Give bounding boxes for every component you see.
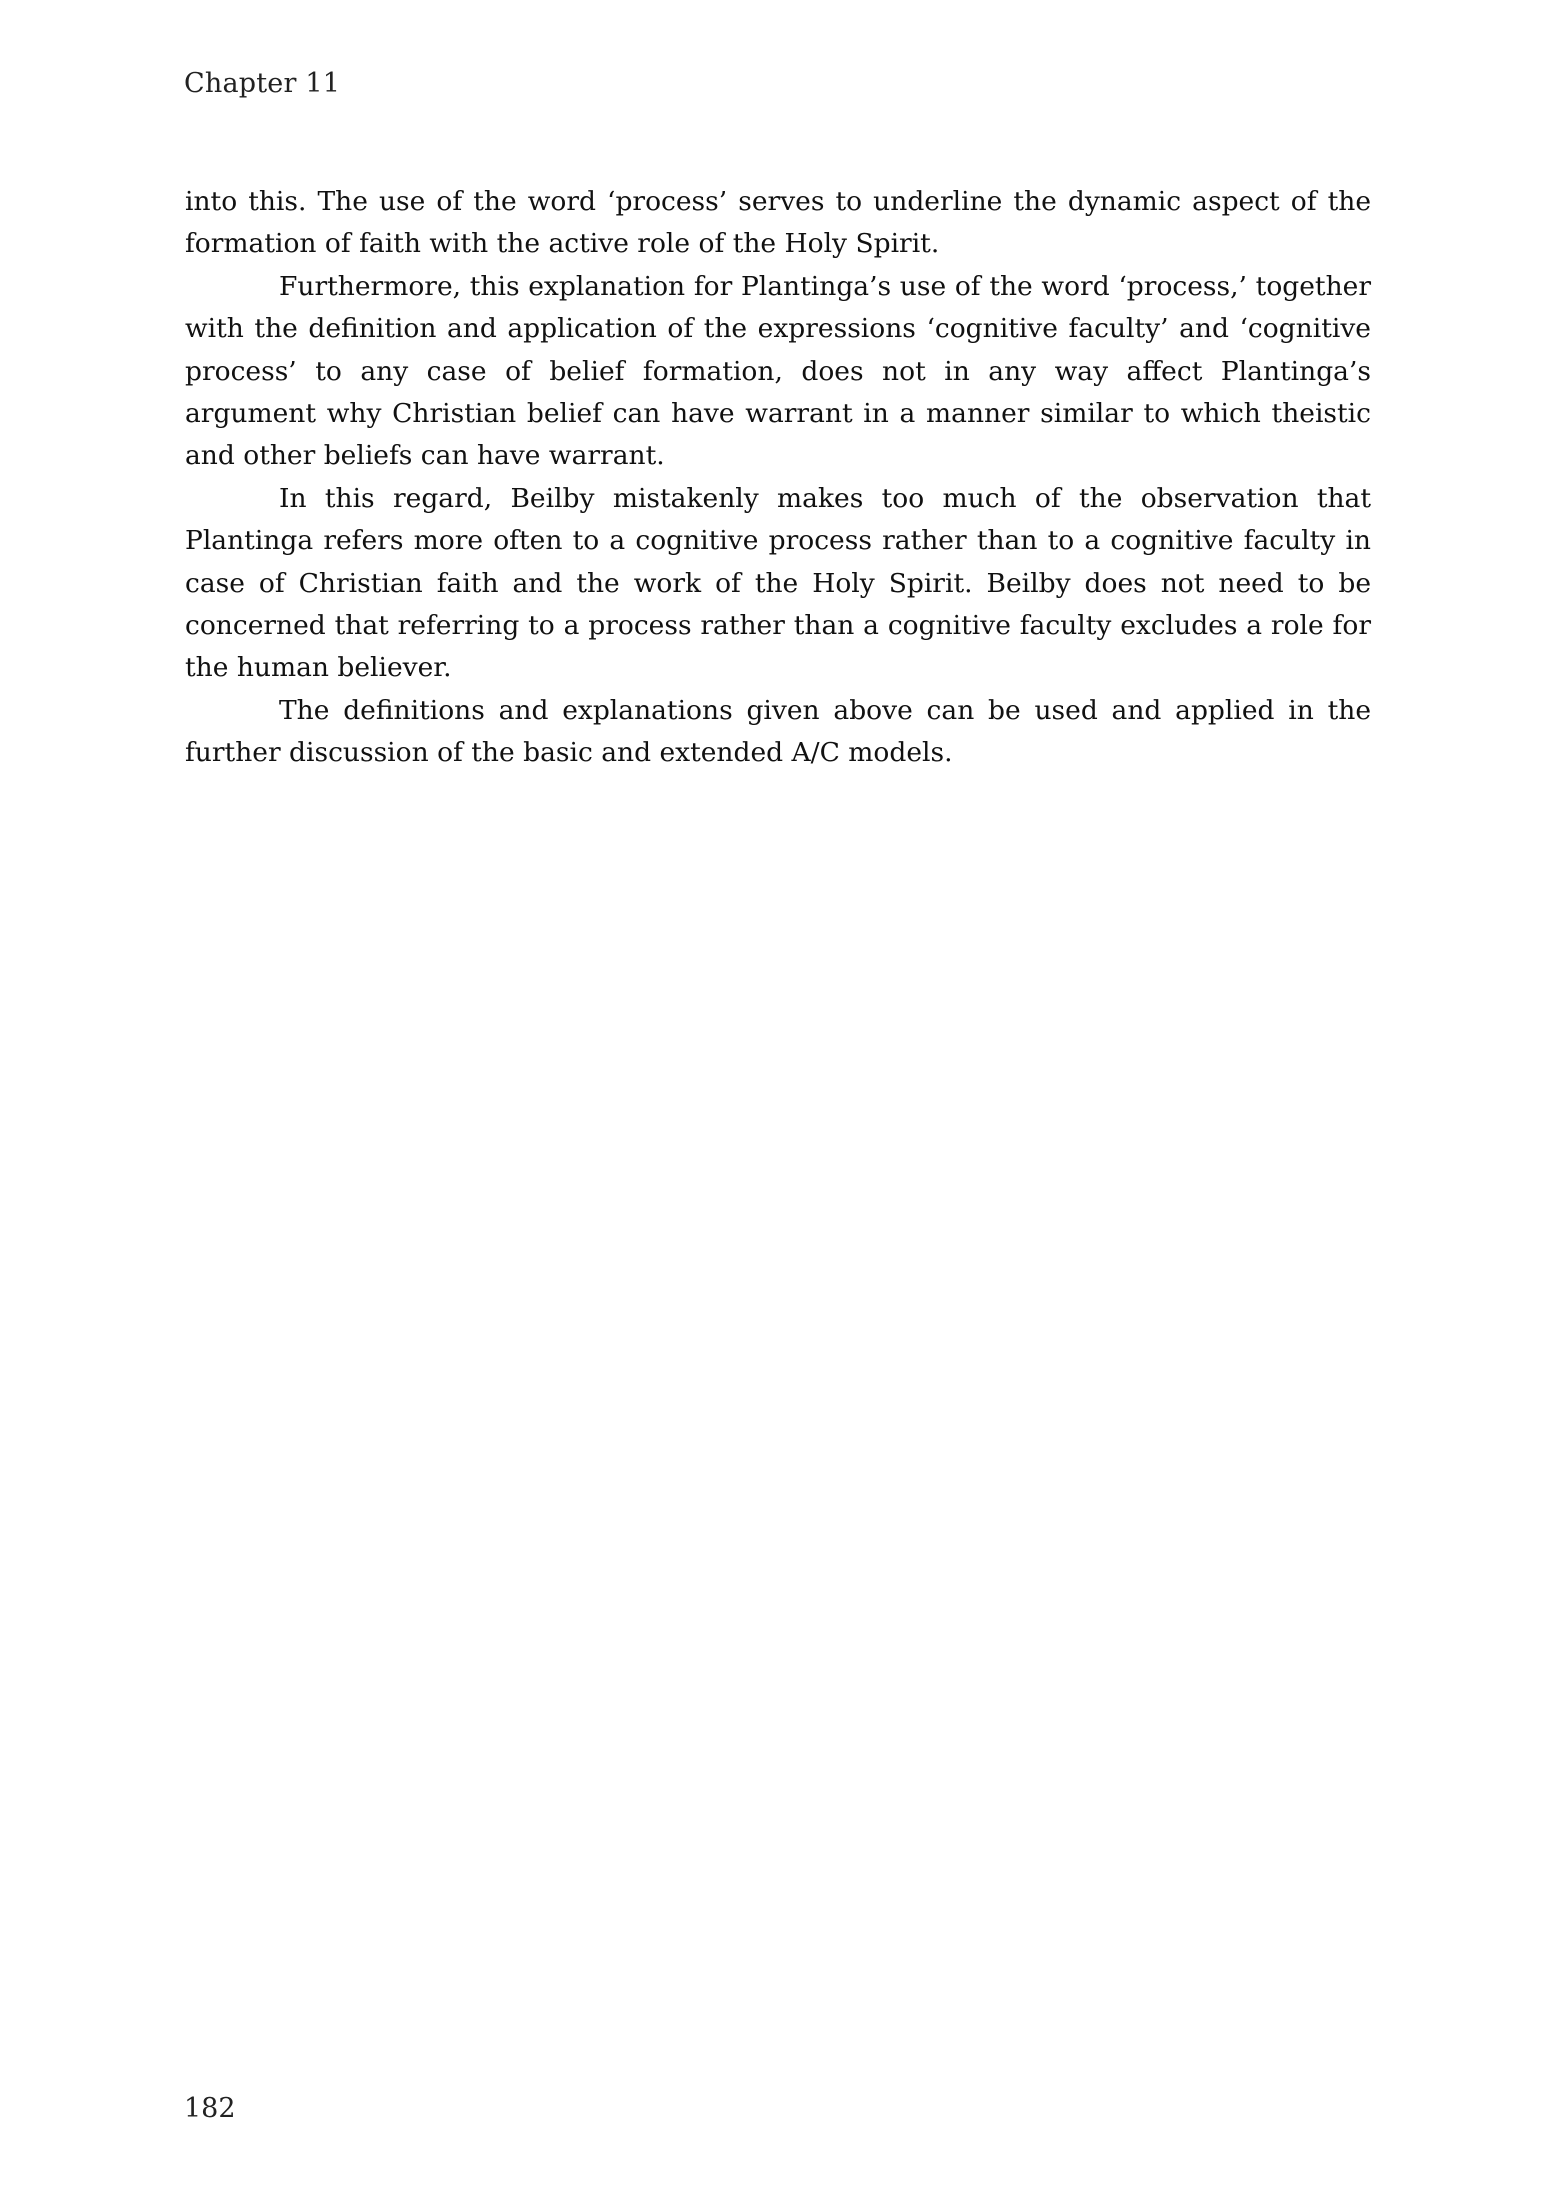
page-number: 182 (184, 2093, 236, 2124)
paragraph: The definitions and explanations given above can be used and applied in the further discussion of the basic and extended A/C models. (185, 694, 1371, 769)
paragraph: Furthermore, this explanation for Plantinga’s use of the word ‘process,’ together with the definition and application of the expressions ‘cognitive faculty’ and ‘cognitive process’ to any case of belief formation, does not in any way affect Plantinga’s argument why Christian belief can have warrant in a manner similar to which theistic and other beliefs can have warrant. (185, 270, 1371, 472)
body-text (185, 181, 1371, 775)
paragraph-continuation: into this. The use of the word ‘process’ serves to underline the dynamic aspect of the formation of faith with the active role of the Holy Spirit. (185, 186, 1371, 260)
paragraph: In this regard, Beilby mistakenly makes too much of the observation that Plantinga refers more often to a cognitive process rather than to a cognitive faculty in case of Christian faith and the work of the Holy Spirit. Beilby does not need to be concerned that referring to a process rather than a cognitive faculty excludes a role for the human believer. (185, 482, 1371, 684)
running-head: Chapter 11 (184, 68, 341, 99)
